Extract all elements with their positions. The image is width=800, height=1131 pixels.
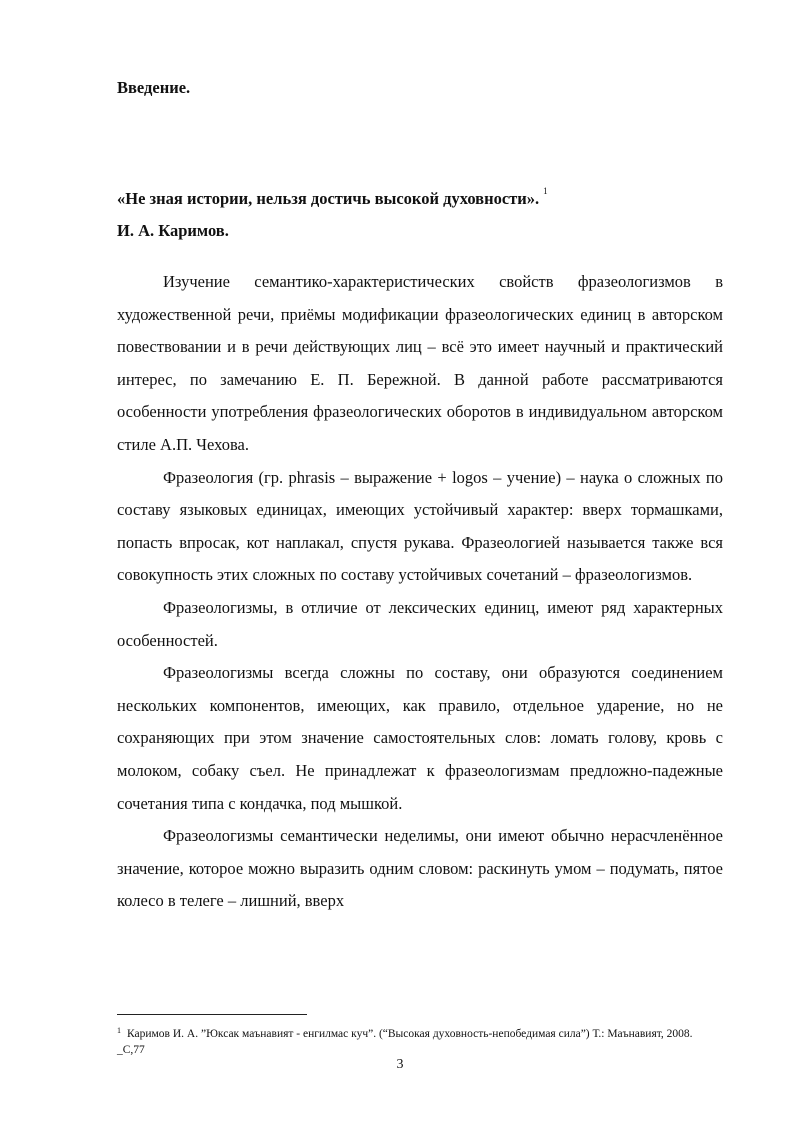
footnote [117,1023,717,1058]
paragraph: Фразеологизмы всегда сложны по составу, они образуются соединением нескольких компонентов, имеющих, как правило, отдельное ударение, но не сохраняющих при этом значение самостоятельных слов: ломать голову, кровь с молоком, собаку съел. Не принадлежат к фразеологизмам предложно-падежные сочетания типа с кондачка, под мышкой. [117,663,723,813]
footnote-reference[interactable]: 1 [543,186,548,196]
paragraph: Фразеологизмы семантически неделимы, они имеют обычно нерасчленённое значение, которое можно выразить одним словом: раскинуть умом – подумать, пятое колесо в телеге – лишний, вверх [117,826,723,911]
footnote-text: Каримов И. А. ”Юксак маънавият - енгилмас куч”. (“Высокая духовность-непобедимая сила”) Т.: Маънавият, 2008. _С,77 [117,1028,693,1056]
epigraph [117,175,717,247]
epigraph-quote: «Не зная истории, нельзя достичь высокой духовности». [117,189,540,208]
section-heading: Введение. [117,78,191,97]
page-number: 3 [396,1057,404,1072]
paragraph: Фразеология (гр. phrasis – выражение + logos – учение) – наука о сложных по составу языковых единицах, имеющих устойчивый характер: вверх тормашками, попасть впросак, кот наплакал, спустя рукава. Фразеологией называется также вся совокупность этих сложных по составу устойчивых сочетаний – фразеологизмов. [117,467,723,585]
footnote-marker: 1 [117,1026,121,1035]
footnote-divider [117,1014,307,1015]
paragraph: Изучение семантико-характеристических свойств фразеологизмов в художественной речи, приёмы модификации фразеологических единиц в авторском повествовании и в речи действующих лиц – всё это имеет научный и практический интерес, по замечанию Е. П. Бережной. В данной работе рассматриваются особенности употребления фразеологических оборотов в индивидуальном авторском стиле А.П. Чехова. [117,272,723,454]
epigraph-quote-line [117,175,717,215]
body-text [117,266,723,918]
paragraph: Фразеологизмы, в отличие от лексических единиц, имеют ряд характерных особенностей. [117,597,723,650]
epigraph-author: И. А. Каримов. [117,221,229,240]
